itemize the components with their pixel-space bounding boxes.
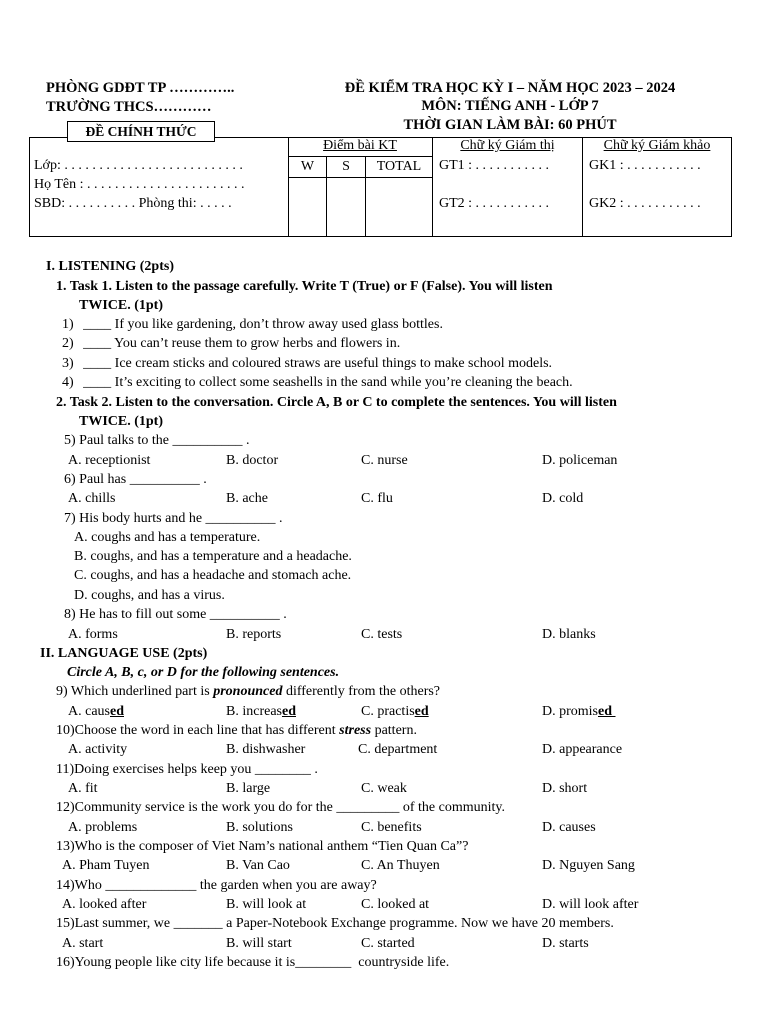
school-department: PHÒNG GDĐT TP …………..: [46, 80, 235, 96]
q7-option-c[interactable]: C. coughs, and has a headache and stomach ache.: [74, 568, 352, 583]
q10-option-c[interactable]: C. department: [358, 742, 438, 757]
q12-option-a[interactable]: A. problems: [68, 820, 138, 835]
question-7-stem: 7) His body hurts and he __________ .: [64, 511, 283, 526]
class-field[interactable]: Lớp: . . . . . . . . . . . . . . . . . . . . . . . . . .: [34, 158, 243, 173]
question-13-stem: 13)Who is the composer of Viet Nam’s national anthem “Tien Quan Ca”?: [56, 839, 469, 854]
name-field[interactable]: Họ Tên : . . . . . . . . . . . . . . . . . . . . . . .: [34, 177, 245, 192]
item-number: 1): [62, 317, 74, 332]
item-text: If you like gardening, don’t throw away used glass bottles.: [114, 317, 443, 332]
q10-stem-pre: 10)Choose the word in each line that has different: [56, 723, 340, 738]
q12-option-c[interactable]: C. benefits: [361, 820, 422, 835]
examiner-signature-header: Chữ ký Giám khảo: [603, 138, 711, 153]
question-8-stem: 8) He has to fill out some __________ .: [64, 607, 287, 622]
q10-option-b[interactable]: B. dishwasher: [226, 742, 306, 757]
q9-stem-emphasis: pronounced: [213, 684, 283, 699]
q5-option-c[interactable]: C. nurse: [361, 453, 408, 468]
q15-option-d[interactable]: D. starts: [542, 936, 589, 951]
q12-option-b[interactable]: B. solutions: [226, 820, 293, 835]
option-text: D. promis: [542, 704, 598, 719]
exam-title: ĐỀ KIỂM TRA HỌC KỲ I – NĂM HỌC 2023 – 2024: [344, 80, 676, 96]
question-15-stem: 15)Last summer, we _______ a Paper-Notebook Exchange programme. Now we have 20 members.: [56, 916, 614, 931]
item-number: 2): [62, 336, 74, 351]
school-name: TRƯỜNG THCS…………: [46, 99, 212, 115]
score-total-header: TOTAL: [376, 159, 422, 174]
item-number: 3): [62, 356, 74, 371]
question-16-stem: 16)Young people like city life because it is________ countryside life.: [56, 955, 450, 970]
score-s-header: S: [342, 159, 350, 174]
q11-option-b[interactable]: B. large: [226, 781, 271, 796]
item-text: It’s exciting to collect some seashells in the sand while you’re cleaning the beach.: [114, 375, 573, 390]
gk1-field[interactable]: GK1 : . . . . . . . . . . .: [589, 158, 701, 173]
answer-blank[interactable]: ____: [83, 317, 112, 332]
question-6-stem: 6) Paul has __________ .: [64, 472, 207, 487]
question-9-stem: [56, 684, 440, 700]
subject-label: MÔN: TIẾNG ANH - LỚP 7: [421, 98, 599, 114]
section-language-use-title: II. LANGUAGE USE (2pts): [40, 646, 208, 661]
q6-option-a[interactable]: A. chills: [68, 491, 116, 506]
section2-instruction: Circle A, B, c, or D for the following sentences.: [67, 665, 340, 680]
q9-option-b[interactable]: [226, 704, 296, 720]
underlined-part: ed: [110, 704, 124, 719]
q14-option-b[interactable]: B. will look at: [226, 897, 307, 912]
task1-item: [62, 375, 573, 391]
q9-stem-post: differently from the others?: [282, 684, 441, 699]
question-10-stem: [56, 723, 417, 739]
answer-blank[interactable]: ____: [83, 375, 112, 390]
q11-option-c[interactable]: C. weak: [361, 781, 407, 796]
q7-option-d[interactable]: D. coughs, and has a virus.: [74, 588, 225, 603]
q11-option-a[interactable]: A. fit: [68, 781, 98, 796]
q5-option-d[interactable]: D. policeman: [542, 453, 618, 468]
q8-option-b[interactable]: B. reports: [226, 627, 282, 642]
q7-option-a[interactable]: A. coughs and has a temperature.: [74, 530, 261, 545]
question-11-stem: 11)Doing exercises helps keep you ________ .: [56, 762, 318, 777]
q13-option-d[interactable]: D. Nguyen Sang: [542, 858, 635, 873]
task1-item: [62, 336, 400, 352]
task1-instruction: 1. Task 1. Listen to the passage carefully. Write T (True) or F (False). You will listen: [56, 279, 553, 294]
option-text: C. practis: [361, 704, 415, 719]
gt1-field[interactable]: GT1 : . . . . . . . . . . .: [439, 158, 550, 173]
underlined-part: ed: [281, 704, 296, 719]
q14-option-d[interactable]: D. will look after: [542, 897, 639, 912]
q10-stem-emphasis: stress: [339, 723, 372, 738]
task2-instruction-cont: TWICE. (1pt): [79, 414, 164, 429]
q6-option-c[interactable]: C. flu: [361, 491, 393, 506]
q13-option-a[interactable]: A. Pham Tuyen: [62, 858, 150, 873]
q9-stem-pre: 9) Which underlined part is: [56, 684, 214, 699]
q6-option-b[interactable]: B. ache: [226, 491, 268, 506]
answer-blank[interactable]: ____: [83, 336, 112, 351]
q14-option-a[interactable]: A. looked after: [62, 897, 147, 912]
task1-item: [62, 317, 443, 333]
gk2-field[interactable]: GK2 : . . . . . . . . . . .: [589, 196, 701, 211]
option-text: A. caus: [68, 704, 110, 719]
q8-option-d[interactable]: D. blanks: [542, 627, 596, 642]
task2-instruction: 2. Task 2. Listen to the conversation. Circle A, B or C to complete the sentences. You will listen: [56, 395, 617, 410]
section-listening-title: I. LISTENING (2pts): [46, 259, 174, 274]
q14-option-c[interactable]: C. looked at: [361, 897, 430, 912]
q10-option-a[interactable]: A. activity: [68, 742, 128, 757]
q15-option-b[interactable]: B. will start: [226, 936, 292, 951]
gt2-field[interactable]: GT2 : . . . . . . . . . . .: [439, 196, 550, 211]
underlined-part: ed: [598, 704, 616, 719]
official-badge: [67, 121, 215, 142]
task1-instruction-cont: TWICE. (1pt): [79, 298, 164, 313]
q9-option-d[interactable]: [542, 704, 616, 720]
score-w-header: W: [300, 159, 315, 174]
q7-option-b[interactable]: B. coughs, and has a temperature and a headache.: [74, 549, 352, 564]
underlined-part: ed: [414, 704, 429, 719]
proctor-signature-header: Chữ ký Giám thị: [460, 138, 555, 153]
q12-option-d[interactable]: D. causes: [542, 820, 596, 835]
answer-blank[interactable]: ____: [83, 356, 112, 371]
item-text: You can’t reuse them to grow herbs and flowers in.: [114, 336, 401, 351]
q13-option-b[interactable]: B. Van Cao: [226, 858, 290, 873]
q11-option-d[interactable]: D. short: [542, 781, 588, 796]
q10-stem-post: pattern.: [371, 723, 417, 738]
option-text: B. increas: [226, 704, 282, 719]
q15-option-c[interactable]: C. started: [361, 936, 415, 951]
q5-option-b[interactable]: B. doctor: [226, 453, 279, 468]
q9-option-a[interactable]: [68, 704, 124, 720]
q6-option-d[interactable]: D. cold: [542, 491, 584, 506]
duration-label: THỜI GIAN LÀM BÀI: 60 PHÚT: [403, 117, 617, 133]
sbd-room-field[interactable]: SBD: . . . . . . . . . . Phòng thi: . . . . .: [34, 196, 232, 211]
question-12-stem: 12)Community service is the work you do for the _________ of the community.: [56, 800, 505, 815]
q5-option-a[interactable]: A. receptionist: [68, 453, 151, 468]
question-14-stem: 14)Who _____________ the garden when you are away?: [56, 878, 377, 893]
q10-option-d[interactable]: D. appearance: [542, 742, 623, 757]
q15-option-a[interactable]: A. start: [62, 936, 104, 951]
question-5-stem: 5) Paul talks to the __________ .: [64, 433, 250, 448]
q8-option-a[interactable]: A. forms: [68, 627, 118, 642]
q13-option-c[interactable]: C. An Thuyen: [361, 858, 440, 873]
task1-item: [62, 356, 552, 372]
official-badge-label: ĐỀ CHÍNH THỨC: [85, 124, 197, 139]
q9-option-c[interactable]: [361, 704, 429, 720]
q8-option-c[interactable]: C. tests: [361, 627, 403, 642]
item-number: 4): [62, 375, 74, 390]
item-text: Ice cream sticks and coloured straws are useful things to make school models.: [114, 356, 553, 371]
score-header: Điểm bài KT: [323, 138, 397, 153]
